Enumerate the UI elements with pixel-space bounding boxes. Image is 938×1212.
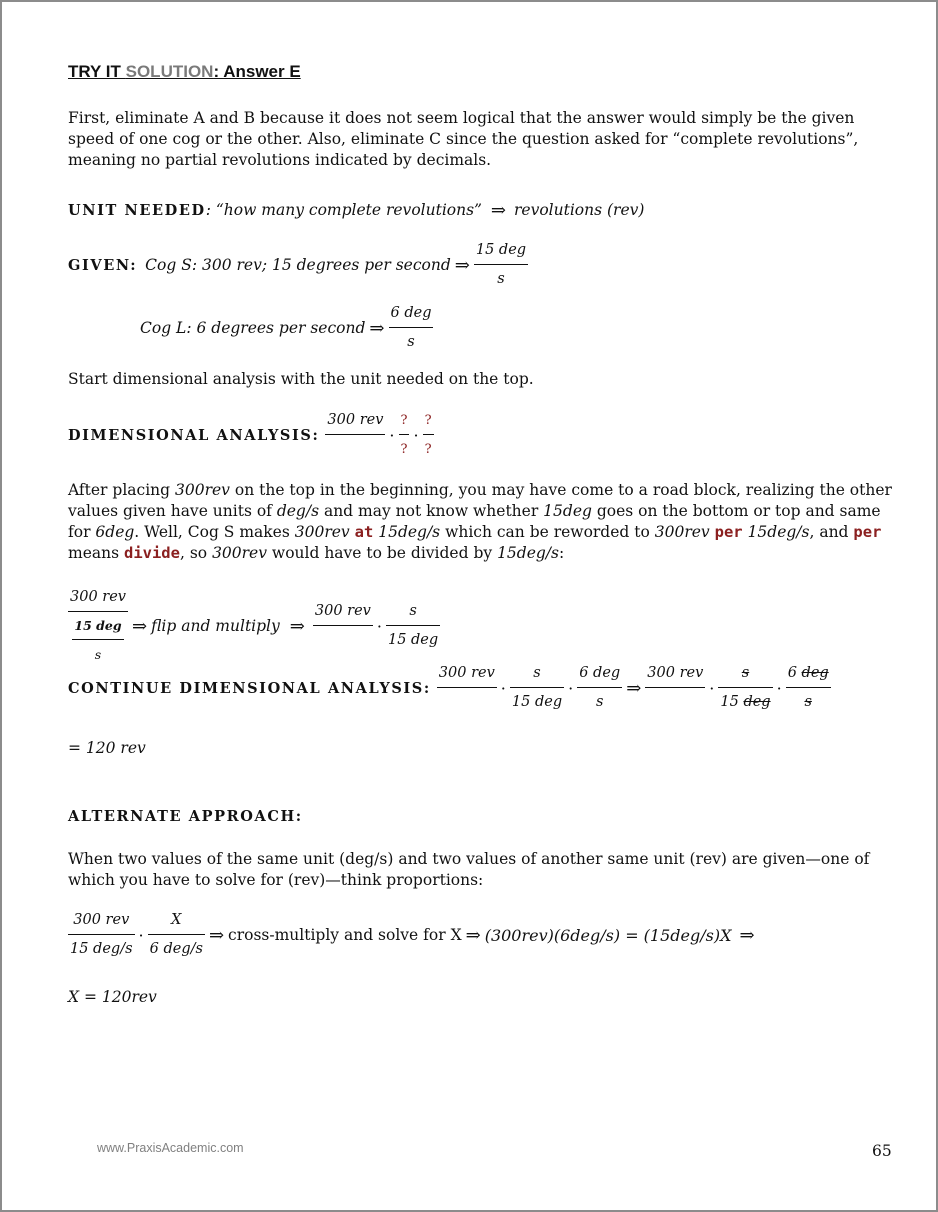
- cont-a-numerator: 300 rev: [437, 663, 497, 688]
- proportion-line: [68, 910, 759, 960]
- proportion-fraction-1: [68, 910, 135, 960]
- continue-analysis-label: CONTINUE DIMENSIONAL ANALYSIS:: [68, 679, 431, 697]
- text-11: :: [558, 544, 565, 562]
- dim-fraction-2: [399, 410, 410, 460]
- cog-s-text: Cog S: 300 rev; 15 degrees per second: [145, 255, 451, 274]
- continue-analysis-line: [68, 663, 831, 713]
- dimensional-analysis-line: [68, 410, 434, 460]
- value-1: 300rev: [175, 481, 230, 499]
- implies-arrow-9: ⇒: [739, 924, 755, 946]
- cont-d-numerator: 300 rev: [645, 663, 705, 688]
- cont-fraction-f: [786, 663, 831, 713]
- unknown-numerator-2: ?: [423, 410, 434, 435]
- cont-d-denominator: [645, 688, 705, 713]
- given-cog-l-line: [140, 303, 433, 353]
- unit-needed-line: [68, 200, 644, 221]
- implies-arrow-4: ⇒: [132, 615, 148, 637]
- intro-paragraph: First, eliminate A and B because it does not seem logical that the answer would simply be the given speed of one cog or the other. Also, eliminate C since the question asked for “complete revolutions”, meaning no partial revolutions indicated by decimals.: [68, 109, 859, 169]
- unit-needed-colon: :: [205, 201, 211, 219]
- inner-numerator: 15 deg: [72, 615, 123, 640]
- multiply-dot-8: ·: [138, 925, 144, 945]
- proportion-numerator-1: 300 rev: [68, 910, 135, 935]
- cont-f-denominator: s: [804, 694, 812, 710]
- multiply-dot-2: ·: [413, 425, 419, 445]
- text-9: , so: [179, 544, 213, 562]
- title-part-2: SOLUTION: [125, 62, 214, 81]
- cont-f-numerator: [786, 663, 831, 688]
- unknown-denominator-2: ?: [424, 442, 432, 457]
- cont-e-den-value: 15: [720, 694, 744, 710]
- inner-denominator: s: [94, 647, 102, 662]
- cont-b-denominator: 15 deg: [511, 694, 563, 710]
- flip-fraction-2: [386, 601, 440, 651]
- cont-b-numerator: s: [510, 663, 564, 688]
- flip-numerator-2: s: [386, 601, 440, 626]
- dim-fraction-3: [423, 410, 434, 460]
- cont-f-num-value: 6: [787, 665, 802, 681]
- flip-multiply-line: [68, 587, 440, 665]
- value-8: 15deg/s: [747, 523, 810, 541]
- cog-l-fraction: [389, 303, 434, 353]
- multiply-dot-6: ·: [709, 678, 715, 698]
- unit-needed-label: UNIT NEEDED: [68, 202, 206, 219]
- given-label: GIVEN:: [68, 256, 138, 274]
- cont-f-num-unit: deg: [801, 665, 829, 681]
- start-text: Start dimensional analysis with the unit needed on the top.: [68, 370, 534, 388]
- footer-url: www.PraxisAcademic.com: [97, 1141, 244, 1155]
- implies-arrow-7: ⇒: [208, 924, 225, 946]
- inner-fraction: [72, 615, 123, 665]
- keyword-divide: divide: [123, 544, 180, 562]
- alternate-paragraph: When two values of the same unit (deg/s) and two values of another same unit (rev) are given—one of which you have to solve for (rev)—think proportions:: [68, 850, 870, 889]
- cont-fraction-b: [510, 663, 564, 713]
- value-10: 15deg/s: [497, 544, 559, 562]
- value-7: 300rev: [654, 523, 710, 541]
- cont-e-denominator: [718, 688, 772, 713]
- proportion-numerator-2: X: [148, 910, 205, 935]
- title-part-3: : Answer E: [213, 62, 301, 81]
- proportion-denominator-2: 6 deg/s: [149, 941, 203, 957]
- cog-l-text: Cog L: 6 degrees per second: [140, 318, 366, 337]
- text-7: , and: [809, 523, 854, 541]
- dim-fraction-1: [325, 410, 385, 460]
- cont-fraction-a: [437, 663, 497, 713]
- page-title: [68, 62, 301, 82]
- implies-arrow-2: ⇒: [454, 254, 470, 276]
- multiply-dot-3: ·: [376, 616, 382, 636]
- cont-c-denominator: s: [595, 694, 604, 710]
- unit-needed-quote: “how many complete revolutions”: [210, 201, 487, 219]
- implies-arrow-6: ⇒: [626, 677, 642, 699]
- page-number: 65: [872, 1142, 892, 1160]
- dim-numerator: 300 rev: [325, 410, 385, 435]
- cog-s-fraction: [474, 240, 528, 290]
- multiply-dot-1: ·: [389, 425, 395, 445]
- cont-a-denominator: [437, 688, 497, 713]
- proportion-denominator-1: 15 deg/s: [70, 941, 133, 957]
- given-cog-s-line: [68, 240, 528, 290]
- text-3: and may not know whether: [319, 502, 544, 520]
- cog-l-denominator: s: [407, 334, 415, 350]
- cont-c-numerator: 6 deg: [577, 663, 622, 688]
- flip-denominator-2: 15 deg: [387, 632, 439, 648]
- unit-needed-result: revolutions (rev): [514, 201, 645, 219]
- multiply-dot-7: ·: [776, 678, 782, 698]
- complex-denominator: [68, 612, 128, 665]
- flip-numerator-1: 300 rev: [313, 601, 373, 626]
- equation-text: (300rev)(6deg/s) = (15deg/s)X: [484, 925, 732, 945]
- complex-numerator: 300 rev: [68, 587, 128, 612]
- implies-arrow-1: ⇒: [490, 200, 506, 221]
- flip-multiply-text: flip and multiply: [151, 616, 280, 635]
- keyword-per-2: per: [853, 523, 882, 541]
- implies-arrow-5: ⇒: [289, 615, 305, 637]
- text-8: means: [68, 544, 124, 562]
- cog-l-numerator: 6 deg: [389, 303, 434, 328]
- multiply-dot-4: ·: [500, 678, 506, 698]
- text-5: . Well, Cog S makes: [134, 523, 295, 541]
- cog-s-denominator: s: [497, 271, 505, 287]
- final-answer: X = 120rev: [68, 988, 157, 1006]
- keyword-per-1: per: [714, 523, 743, 541]
- cog-s-numerator: 15 deg: [474, 240, 528, 265]
- unknown-numerator-1: ?: [399, 410, 410, 435]
- cont-fraction-d: [645, 663, 705, 713]
- result-line: = 120 rev: [68, 739, 146, 757]
- value-6: 15deg/s: [378, 523, 441, 541]
- cont-fraction-e: [718, 663, 772, 713]
- value-2: deg/s: [276, 502, 320, 520]
- alternate-approach-label: ALTERNATE APPROACH:: [68, 808, 303, 825]
- value-3: 15deg: [543, 502, 592, 520]
- text-6: which can be reworded to: [440, 523, 655, 541]
- flip-denominator-1: [313, 626, 373, 651]
- explanation-paragraph: [68, 480, 898, 564]
- complex-fraction: [68, 587, 128, 665]
- cont-fraction-c: [577, 663, 622, 713]
- implies-arrow-8: ⇒: [465, 924, 481, 946]
- text-10: would have to be divided by: [267, 544, 498, 562]
- text-4: goes on the bottom or top and same for: [68, 502, 881, 541]
- value-5: 300rev: [294, 523, 350, 541]
- text-2: on the top in the beginning, you may have come to a road block, realizing the other values given have units of: [68, 481, 892, 520]
- cross-multiply-text: cross-multiply and solve for X: [228, 925, 462, 944]
- title-part-1: TRY IT: [68, 62, 126, 81]
- text-1: After placing: [68, 481, 175, 499]
- implies-arrow-3: ⇒: [369, 317, 385, 339]
- multiply-dot-5: ·: [568, 678, 574, 698]
- dim-denominator: [325, 435, 385, 460]
- cont-e-numerator: s: [718, 663, 772, 688]
- dimensional-analysis-label: DIMENSIONAL ANALYSIS:: [68, 426, 320, 444]
- proportion-fraction-2: [148, 910, 205, 960]
- value-4: 6deg: [95, 523, 135, 541]
- keyword-at: at: [354, 523, 374, 541]
- value-9: 300rev: [212, 544, 267, 562]
- cont-e-den-unit: deg: [743, 694, 771, 710]
- unknown-denominator-1: ?: [400, 442, 408, 457]
- flip-fraction-1: [313, 601, 373, 651]
